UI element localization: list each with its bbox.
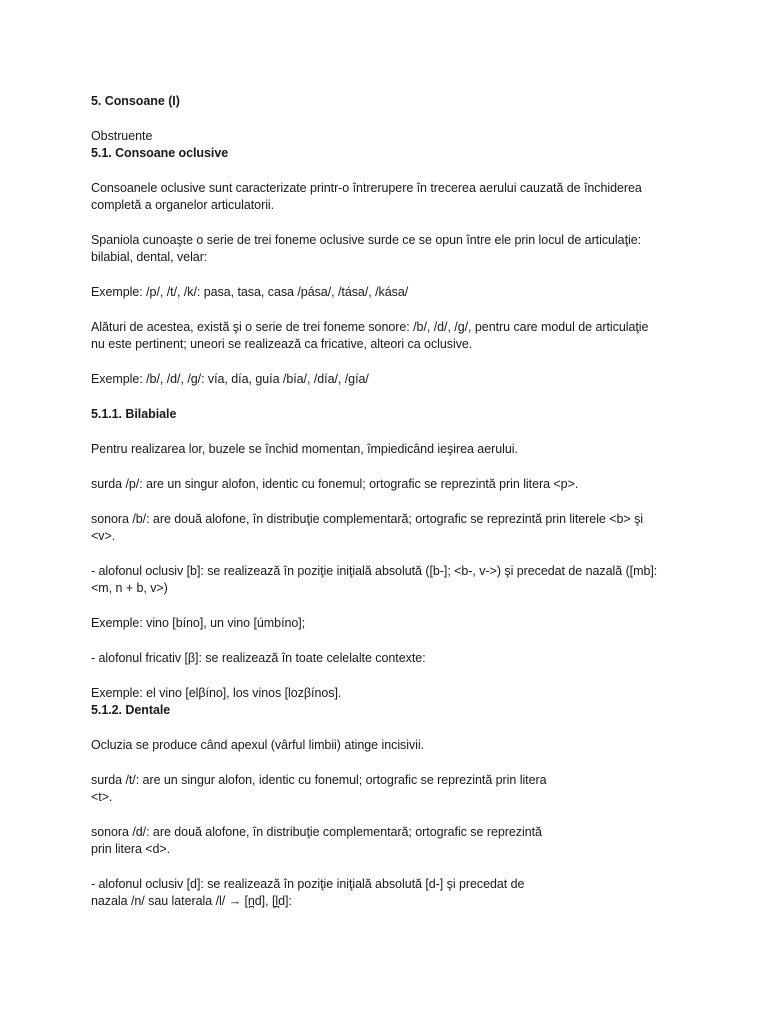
paragraph-line: bilabial, dental, velar:	[91, 250, 208, 264]
paragraph-line: - alofonul oclusiv [d]: se realizează în poziţie iniţială absolută [d-] şi precedat de	[91, 877, 525, 891]
paragraph-line: Alături de acestea, există şi o serie de trei foneme sonore: /b/, /d/, /g/, pentru care modul de articulaţie	[91, 320, 649, 334]
paragraph-line: Pentru realizarea lor, buzele se închid momentan, împiedicând ieşirea aerului.	[91, 442, 518, 456]
example-line: Exemple: el vino [elβíno], los vinos [lozβínos].	[91, 686, 342, 700]
paragraph-line: - alofonul oclusiv [b]: se realizează în poziţie iniţială absolută ([b-]; <b-, v->) şi precedat de nazală ([mb]:	[91, 564, 658, 578]
subheading-obstruente: Obstruente	[91, 129, 153, 143]
heading-consoane: 5. Consoane (I)	[91, 94, 180, 108]
example-line: Exemple: /p/, /t/, /k/: pasa, tasa, casa /pása/, /tása/, /kása/	[91, 285, 409, 299]
paragraph-line: <v>.	[91, 529, 116, 543]
paragraph-line: Ocluzia se produce când apexul (vârful limbii) atinge incisivii.	[91, 738, 425, 752]
paragraph-line: nu este pertinent; uneori se realizează ca fricative, alteori ca oclusive.	[91, 337, 473, 351]
paragraph-line: <m, n + b, v>)	[91, 581, 168, 595]
paragraph-line: prin litera <d>.	[91, 842, 171, 856]
paragraph-line: nazala /n/ sau laterala /l/ → [n̪d], [l̪d]:	[91, 894, 292, 908]
heading-bilabiale: 5.1.1. Bilabiale	[91, 407, 177, 421]
paragraph-line: - alofonul fricativ [β]: se realizează în toate celelalte contexte:	[91, 651, 426, 665]
heading-consoane-oclusive: 5.1. Consoane oclusive	[91, 146, 229, 160]
paragraph-line: surda /t/: are un singur alofon, identic cu fonemul; ortografic se reprezintă prin litera	[91, 773, 547, 787]
paragraph-line: surda /p/: are un singur alofon, identic cu fonemul; ortografic se reprezintă prin litera <p>.	[91, 477, 579, 491]
paragraph-line: Spaniola cunoaşte o serie de trei foneme oclusive surde ce se opun între ele prin locul de articulaţie:	[91, 233, 642, 247]
paragraph-line: sonora /d/: are două alofone, în distribuţie complementară; ortografic se reprezintă	[91, 825, 542, 839]
paragraph-line: sonora /b/: are două alofone, în distribuţie complementară; ortografic se reprezintă prin literele <b> şi	[91, 512, 644, 526]
example-line: Exemple: vino [bíno], un vino [úmbíno];	[91, 616, 306, 630]
paragraph-line: completă a organelor articulatorii.	[91, 198, 275, 212]
example-line: Exemple: /b/, /d/, /g/: vía, día, guía /bía/, /día/, /gía/	[91, 372, 369, 386]
paragraph-line: <t>.	[91, 790, 113, 804]
paragraph-line: Consoanele oclusive sunt caracterizate printr-o întrerupere în trecerea aerului cauzată de închiderea	[91, 181, 642, 195]
heading-dentale: 5.1.2. Dentale	[91, 703, 171, 717]
